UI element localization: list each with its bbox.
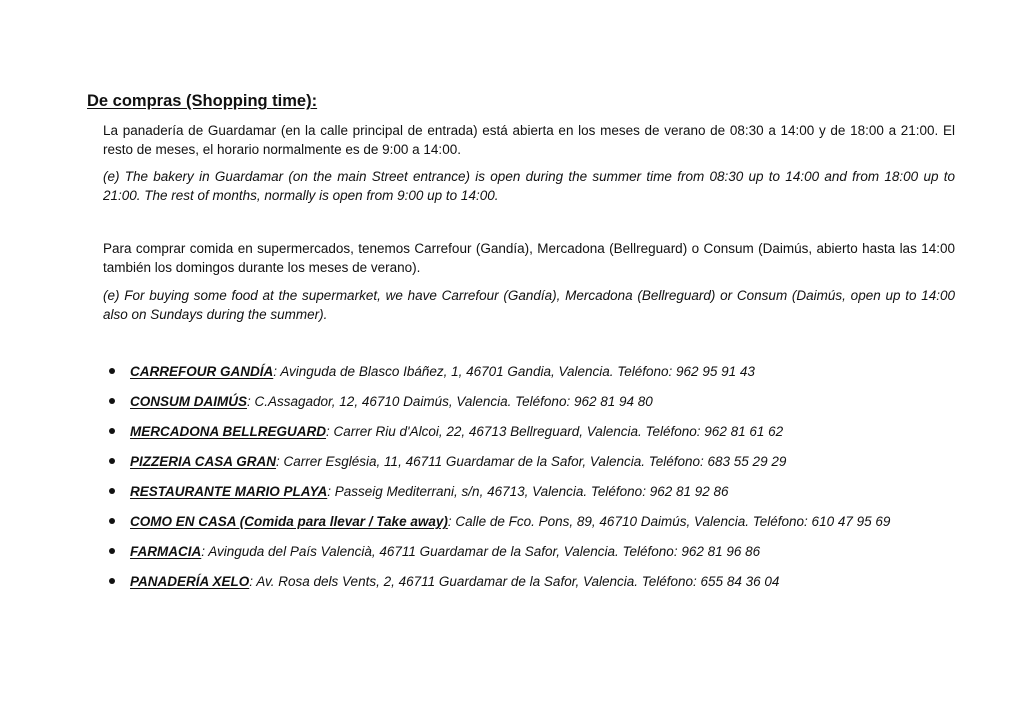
place-details: : Carrer Església, 11, 46711 Guardamar de la Safor, Valencia. Teléfono: 683 55 29 29 [276,454,787,469]
place-name: MERCADONA BELLREGUARD [130,424,326,439]
list-item-consum [103,392,983,422]
place-name: PANADERÍA XELO [130,574,250,589]
place-details: : Avinguda de Blasco Ibáñez, 1, 46701 Gandia, Valencia. Teléfono: 962 95 91 43 [273,364,755,379]
place-name: COMO EN CASA (Comida para llevar / Take away) [130,514,448,529]
supermarkets-es: Para comprar comida en supermercados, tenemos Carrefour (Gandía), Mercadona (Bellreguard) o Consum (Daimús, abierto hasta las 14:00 también los domingos durante los meses de verano). [103,241,955,275]
bullet-icon [109,518,115,524]
list-item-restaurante [103,482,983,512]
bullet-icon [109,578,115,584]
place-name: FARMACIA [130,544,202,559]
place-details: : Passeig Mediterrani, s/n, 46713, Valencia. Teléfono: 962 81 92 86 [327,484,729,499]
places-list [103,362,983,602]
list-item-farmacia [103,542,983,572]
place-details: : Calle de Fco. Pons, 89, 46710 Daimús, Valencia. Teléfono: 610 47 95 69 [447,514,891,529]
bullet-icon [109,368,115,374]
bullet-icon [109,398,115,404]
place-name: CARREFOUR GANDÍA [130,364,274,379]
place-name: PIZZERIA CASA GRAN [130,454,277,469]
list-item-panaderia [103,572,983,602]
bullet-icon [109,488,115,494]
list-item-como-en-casa [103,512,983,542]
place-details: : Av. Rosa dels Vents, 2, 46711 Guardamar de la Safor, Valencia. Teléfono: 655 84 36 04 [249,574,780,589]
place-details: : C.Assagador, 12, 46710 Daimús, Valencia. Teléfono: 962 81 94 80 [247,394,653,409]
list-item-carrefour [103,362,983,392]
place-name: CONSUM DAIMÚS [130,394,247,409]
supermarkets-en: (e) For buying some food at the supermarket, we have Carrefour (Gandía), Mercadona (Bellreguard) or Consum (Daimús, open up to 14:00 also on Sundays during the summer). [103,288,955,322]
bakery-hours-es: La panadería de Guardamar (en la calle principal de entrada) está abierta en los meses de verano de 08:30 a 14:00 y de 18:00 a 21:00. El resto de meses, el horario normalmente es de 9:00 a 14:00. [103,123,955,157]
list-item-pizzeria [103,452,983,482]
list-item-mercadona [103,422,983,452]
place-details: : Avinguda del País Valencià, 46711 Guardamar de la Safor, Valencia. Teléfono: 962 81 96 86 [201,544,761,559]
place-details: : Carrer Riu d'Alcoi, 22, 46713 Bellreguard, Valencia. Teléfono: 962 81 61 62 [326,424,784,439]
place-name: RESTAURANTE MARIO PLAYA [130,484,328,499]
bullet-icon [109,428,115,434]
bullet-icon [109,548,115,554]
section-heading: De compras (Shopping time): [87,92,318,110]
bakery-hours-en: (e) The bakery in Guardamar (on the main Street entrance) is open during the summer time from 08:30 up to 14:00 and from 18:00 up to 21:00. The rest of months, normally is open from 9:00 up to 14:00. [103,169,955,203]
bullet-icon [109,458,115,464]
